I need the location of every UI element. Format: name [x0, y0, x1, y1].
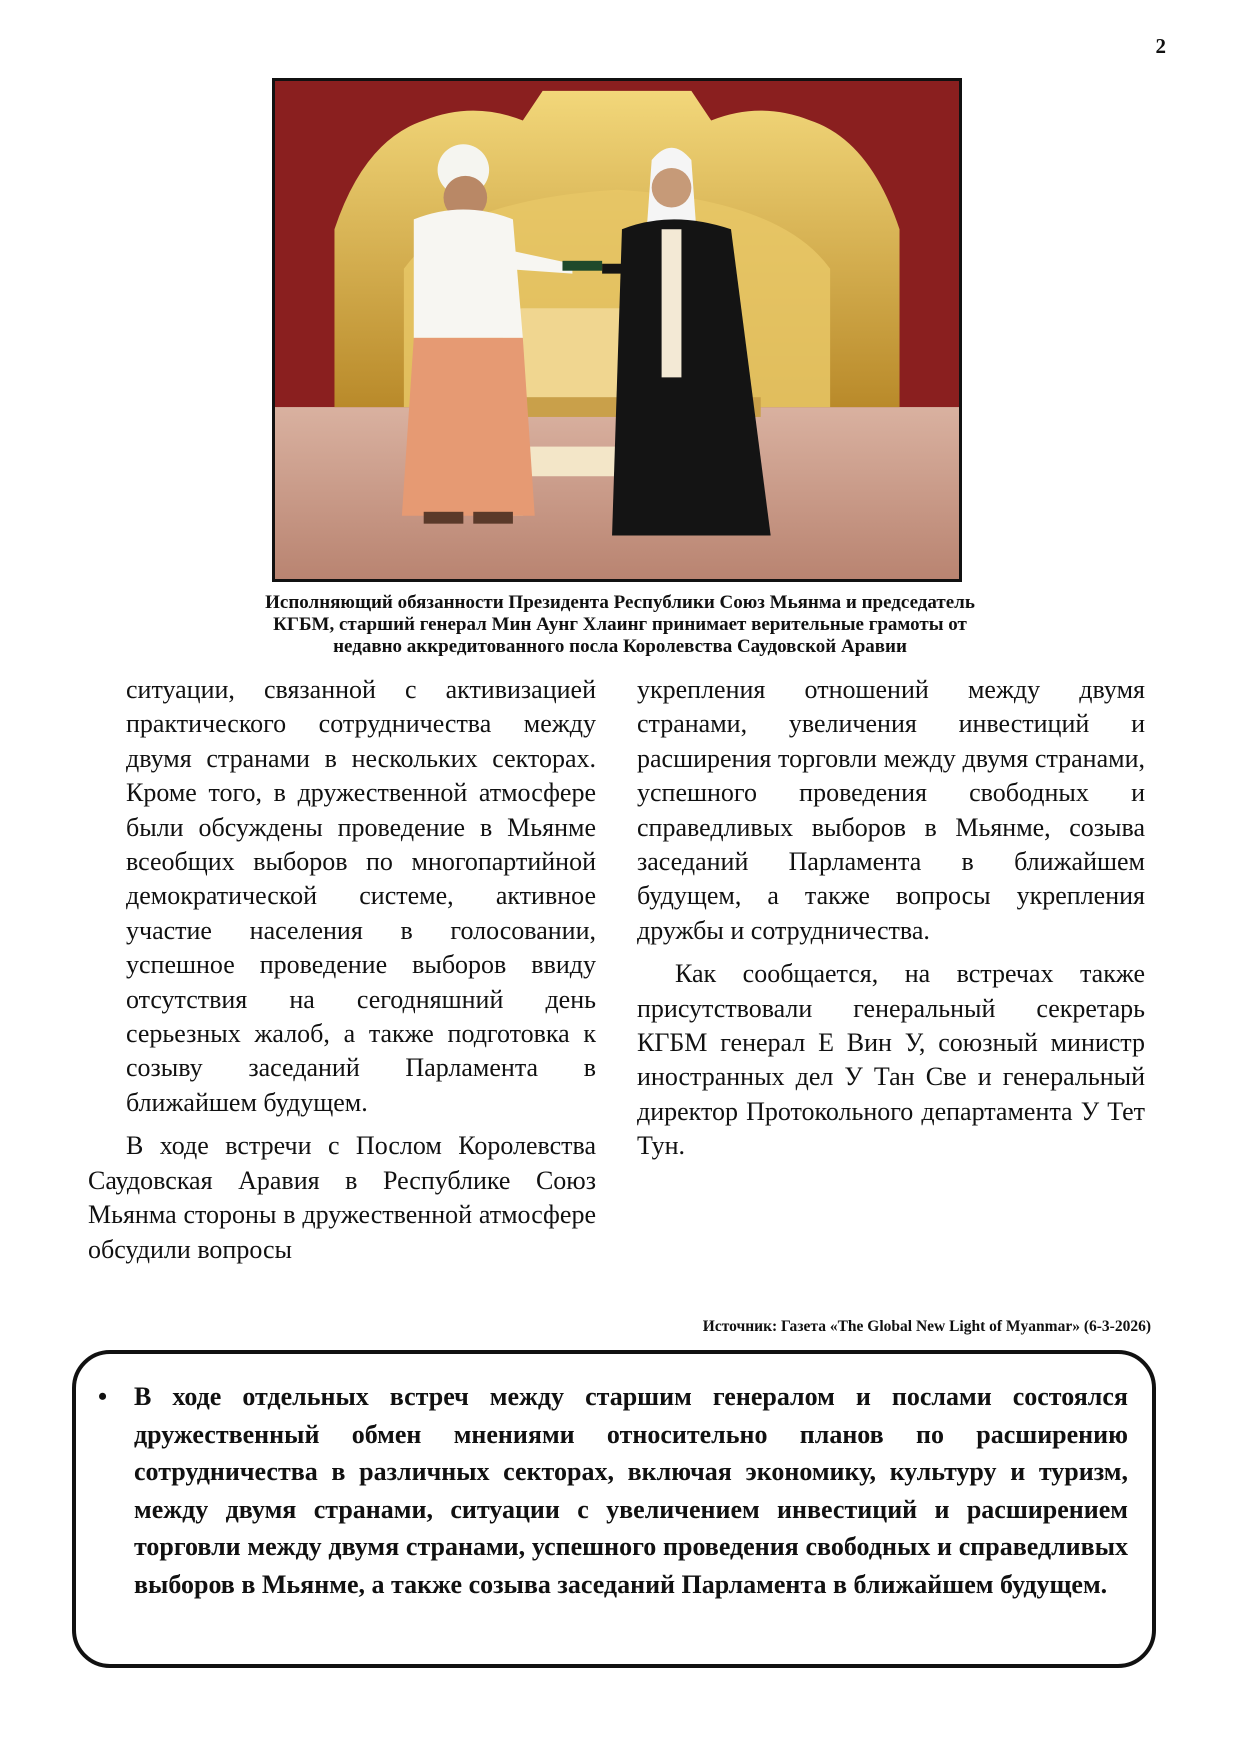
- right-paragraph-1: укрепления отношений между двумя странами, увеличения инвестиций и расширения торговли между двумя странами, успешного проведения свободных и справедливых выборов в Мьянме, созыва заседаний Парламента в ближайшем будущем, а также вопросы укрепления дружбы и сотрудничества.: [637, 675, 1145, 945]
- summary-text: В ходе отдельных встреч между старшим генералом и послами состоялся дружественный обмен мнениями относительно планов по расширению сотрудничества в различных секторах, включая экономику, культуру и туризм, между двумя странами, ситуации с увеличением инвестиций и расширением торговли между двумя странами, успешного проведения свободных и справедливых выборов в Мьянме, а также созыва заседаний Парламента в ближайшем будущем.: [134, 1382, 1128, 1599]
- summary-box: [72, 1350, 1156, 1668]
- caption-line: КГБМ, старший генерал Мин Аунг Хлаинг принимает верительные грамоты от: [273, 614, 967, 635]
- left-column: [88, 673, 596, 1267]
- caption-line: недавно аккредитованного посла Королевства Саудовской Аравии: [333, 636, 907, 657]
- left-paragraph-1: ситуации, связанной с активизацией практического сотрудничества между двумя странами в нескольких секторах. Кроме того, в дружественной атмосфере были обсуждены проведение в Мьянме всеобщих выборов по многопартийной демократической системе, активное участие населения в голосовании, успешное проведение выборов ввиду отсутствия на сегодняшний день серьезных жалоб, а также подготовка к созыву заседаний Парламента в ближайшем будущем.: [126, 675, 596, 1117]
- summary-list: [76, 1354, 1152, 1603]
- source-citation: Источник: Газета «The Global New Light of Myanmar» (6-3-2026): [702, 1318, 1151, 1335]
- photo-caption: [180, 592, 1060, 658]
- ceremony-photo-illustration: [275, 81, 959, 579]
- right-paragraph-2: Как сообщается, на встречах также присутствовали генеральный секретарь КГБМ генерал Е Вин У, союзный министр иностранных дел У Тан Све и генеральный директор Протокольного департамента У Тет Тун.: [637, 959, 1145, 1161]
- left-paragraph-2: В ходе встречи с Послом Королевства Саудовская Аравия в Республике Союз Мьянма стороны в дружественной атмосфере обсудили вопросы: [88, 1131, 596, 1264]
- summary-item: [98, 1378, 1128, 1603]
- page-number: 2: [1155, 34, 1166, 58]
- ceremony-photo: [272, 78, 962, 582]
- bullet-icon: •: [98, 1382, 108, 1411]
- right-column: [637, 673, 1145, 1164]
- caption-line: Исполняющий обязанности Президента Республики Союз Мьянма и председатель: [265, 592, 975, 613]
